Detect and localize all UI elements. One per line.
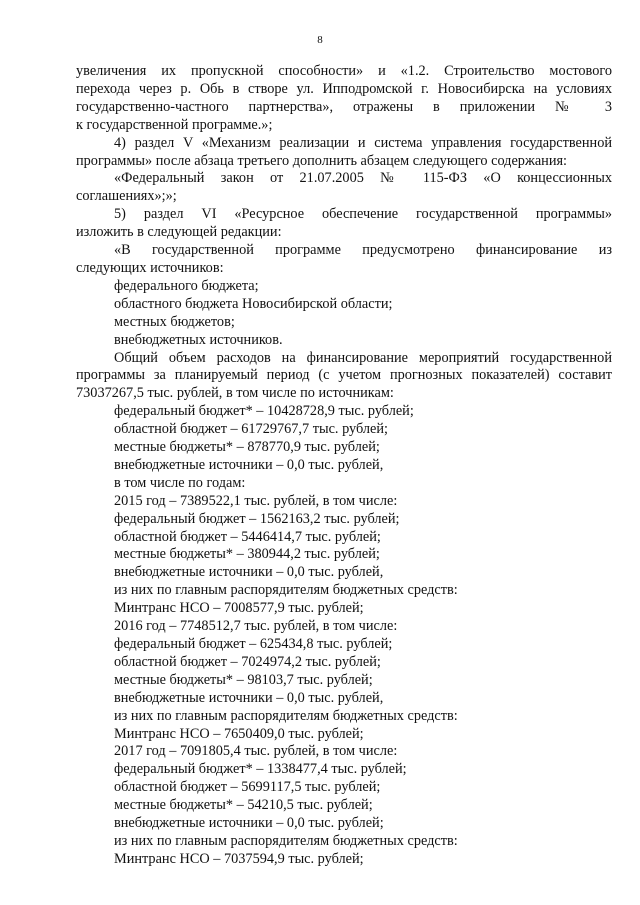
text-line: программы за планируемый период (с учетом прогнозных показателей) составит <box>76 367 612 384</box>
text-line: федерального бюджета; <box>114 277 259 294</box>
text-line: перехода через р. Обь в створе ул. Ипподромской г. Новосибирска на условиях <box>76 80 612 97</box>
text-line: из них по главным распорядителям бюджетных средств: <box>114 707 458 724</box>
text-line: 2016 год – 7748512,7 тыс. рублей, в том числе: <box>114 618 398 635</box>
text-line: Минтранс НСО – 7008577,9 тыс. рублей; <box>114 600 364 617</box>
text-line: государственно-частного партнерства», отражены в приложении № 3 <box>76 98 612 115</box>
text-line: внебюджетные источники – 0,0 тыс. рублей, <box>114 689 384 706</box>
text-line: Минтранс НСО – 7650409,0 тыс. рублей; <box>114 725 364 742</box>
text-line: местных бюджетов; <box>114 313 235 330</box>
text-line: федеральный бюджет* – 1338477,4 тыс. рублей; <box>114 761 407 778</box>
text-line: 2015 год – 7389522,1 тыс. рублей, в том числе: <box>114 492 398 509</box>
text-line: следующих источников: <box>76 259 224 276</box>
text-line: местные бюджеты* – 380944,2 тыс. рублей; <box>114 546 380 563</box>
text-line: 4) раздел V «Механизм реализации и система управления государственной <box>114 134 612 151</box>
text-line: из них по главным распорядителям бюджетных средств: <box>114 832 458 849</box>
text-line: увеличения их пропускной способности» и «1.2. Строительство мостового <box>76 63 612 79</box>
text-line: программы» после абзаца третьего дополнить абзацем следующего содержания: <box>76 152 568 169</box>
text-line: областного бюджета Новосибирской области; <box>114 295 393 312</box>
text-line: местные бюджеты* – 54210,5 тыс. рублей; <box>114 797 373 814</box>
text-line: 73037267,5 тыс. рублей, в том числе по источникам: <box>76 385 394 402</box>
text-line: областной бюджет – 7024974,2 тыс. рублей; <box>114 653 381 670</box>
page-number: 8 <box>317 34 323 46</box>
text-line: 5) раздел VI «Ресурсное обеспечение государственной программы» <box>114 206 612 223</box>
text-line: 2017 год – 7091805,4 тыс. рублей, в том числе: <box>114 743 398 760</box>
text-line: внебюджетные источники – 0,0 тыс. рублей, <box>114 564 384 581</box>
text-line: областной бюджет – 61729767,7 тыс. рублей; <box>114 421 389 438</box>
text-line: в том числе по годам: <box>114 474 246 491</box>
text-line: областной бюджет – 5446414,7 тыс. рублей; <box>114 528 381 545</box>
text-line: изложить в следующей редакции: <box>76 224 282 241</box>
text-line: федеральный бюджет – 625434,8 тыс. рублей; <box>114 636 393 652</box>
text-line: Общий объем расходов на финансирование мероприятий государственной <box>114 349 612 366</box>
document-body <box>76 63 612 869</box>
text-line: федеральный бюджет – 1562163,2 тыс. рублей; <box>114 510 400 527</box>
text-line: местные бюджеты* – 98103,7 тыс. рублей; <box>114 671 373 688</box>
text-line: местные бюджеты* – 878770,9 тыс. рублей; <box>114 439 380 456</box>
text-line: внебюджетные источники – 0,0 тыс. рублей; <box>114 815 384 832</box>
text-line: соглашениях»;»; <box>76 188 177 205</box>
text-line: Минтранс НСО – 7037594,9 тыс. рублей; <box>114 850 364 867</box>
text-line: федеральный бюджет* – 10428728,9 тыс. рублей; <box>114 403 414 420</box>
text-line: из них по главным распорядителям бюджетных средств: <box>114 582 458 599</box>
text-line: внебюджетные источники – 0,0 тыс. рублей, <box>114 456 384 473</box>
text-line: внебюджетных источников. <box>114 331 283 348</box>
text-line: к государственной программе.»; <box>76 116 273 133</box>
text-line: «Федеральный закон от 21.07.2005 № 115-ФЗ «О концессионных <box>114 170 612 187</box>
text-line: «В государственной программе предусмотрено финансирование из <box>114 242 612 259</box>
text-line: областной бюджет – 5699117,5 тыс. рублей; <box>114 779 381 796</box>
